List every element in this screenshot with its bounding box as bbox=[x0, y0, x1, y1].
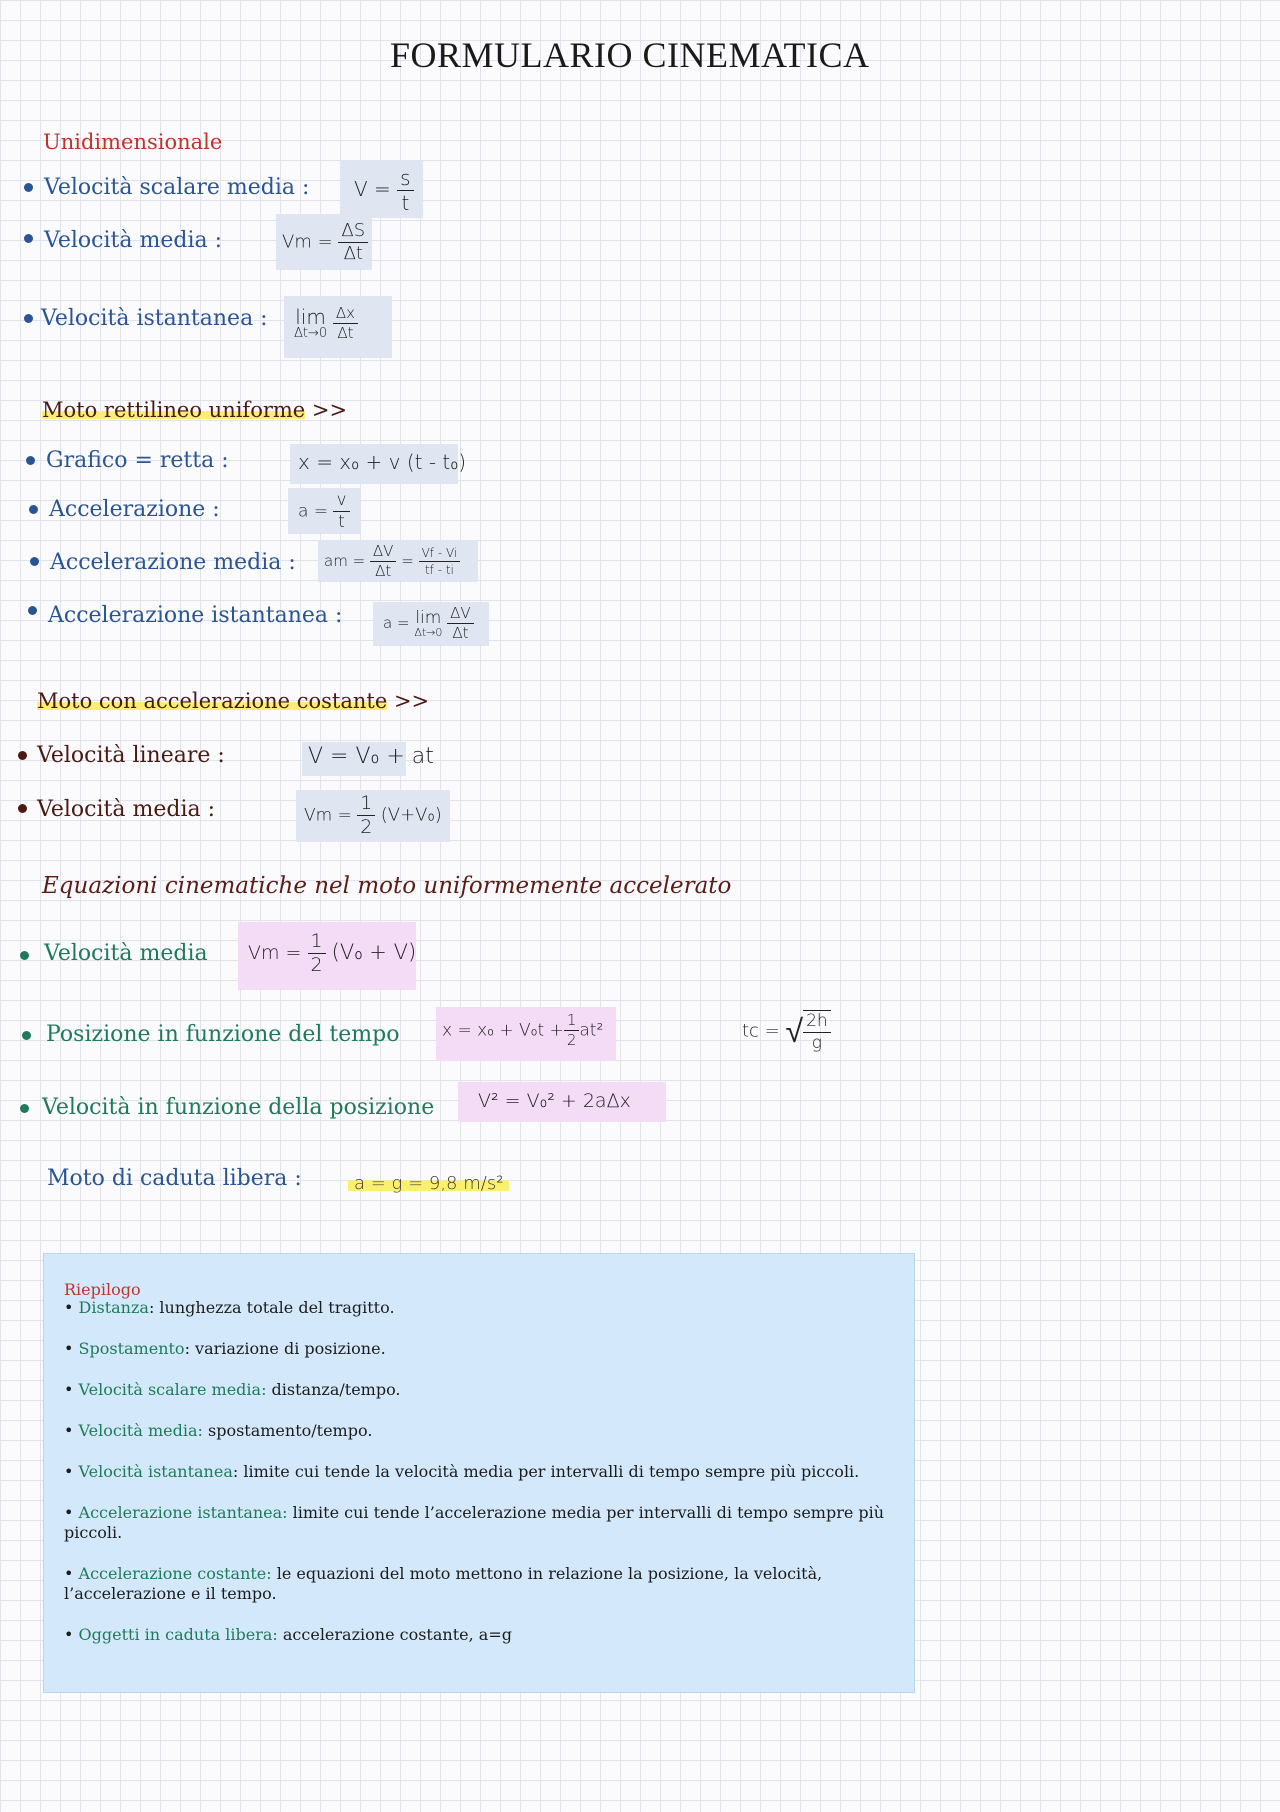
formula-box: a = $\frac{v}{t}$ bbox=[288, 488, 360, 534]
formula-box: Vm = $\frac{\Delta S}{\Delta t}$ bbox=[276, 214, 372, 270]
formula-box: V = $\frac{s}{t}$ bbox=[340, 160, 423, 218]
summary-item: • Velocità istantanea: limite cui tende la velocità media per intervalli di tempo sempre più piccoli. bbox=[64, 1462, 860, 1481]
summary-item: • Spostamento: variazione di posizione. bbox=[64, 1339, 386, 1358]
summary-item: • Distanza: lunghezza totale del tragitto. bbox=[64, 1298, 395, 1317]
label-velocita-funzione-posizione: Velocità in funzione della posizione bbox=[42, 1095, 435, 1120]
bullet bbox=[26, 456, 35, 465]
formula-box: x = x₀ + v (t - t₀) bbox=[290, 444, 458, 484]
label-velocita-media-2: Velocità media : bbox=[37, 797, 215, 822]
label-accelerazione: Accelerazione : bbox=[49, 497, 220, 522]
summary-box bbox=[43, 1253, 915, 1693]
free-fall-formula: a = g = 9,8 m/s² bbox=[348, 1173, 509, 1194]
formula-box: Vm = $\frac{1}{2}$ (V+V₀) bbox=[296, 790, 450, 842]
bullet bbox=[24, 234, 33, 243]
bullet bbox=[30, 557, 39, 566]
summary-item: • Velocità scalare media: distanza/tempo. bbox=[64, 1380, 401, 1399]
formula-box: V = V₀ + at bbox=[302, 742, 406, 776]
tc-formula: tc = √ $\frac{2h}{g}$ bbox=[742, 1010, 831, 1052]
formula-box: am = $\frac{\Delta V}{\Delta t}$ = $\frac{Vf - Vi}{tf - ti}$ bbox=[318, 540, 478, 582]
heading-unidimensionale: Unidimensionale bbox=[43, 130, 223, 154]
bullet bbox=[18, 751, 27, 760]
summary-item: • Accelerazione istantanea: limite cui tende l’accelerazione media per intervalli di tempo sempre più piccoli. bbox=[64, 1503, 885, 1542]
summary-list bbox=[64, 1298, 894, 1645]
label-eq-velocita-media: Velocità media bbox=[44, 941, 208, 966]
label-velocita-scalare-media: Velocità scalare media : bbox=[44, 175, 310, 200]
bullet bbox=[24, 314, 33, 323]
label-posizione-funzione-tempo: Posizione in funzione del tempo bbox=[46, 1022, 400, 1047]
bullet bbox=[29, 505, 38, 514]
bullet bbox=[24, 183, 33, 192]
label-velocita-media: Velocità media : bbox=[44, 228, 222, 253]
summary-item: • Accelerazione costante: le equazioni del moto mettono in relazione la posizione, la velocità, l’accelerazione e il tempo. bbox=[64, 1564, 823, 1603]
heading-moto-accelerazione-costante: Moto con accelerazione costante >> bbox=[37, 689, 430, 713]
heading-equazioni-cinematiche: Equazioni cinematiche nel moto uniformemente accelerato bbox=[42, 873, 732, 899]
label-velocita-lineare: Velocità lineare : bbox=[37, 743, 225, 768]
summary-title: Riepilogo bbox=[64, 1280, 141, 1299]
bullet bbox=[20, 951, 29, 960]
bullet bbox=[20, 1104, 29, 1113]
page-title: FORMULARIO CINEMATICA bbox=[390, 35, 870, 75]
label-moto-caduta-libera: Moto di caduta libera : bbox=[47, 1166, 302, 1191]
formula-box: Vm = $\frac{1}{2}$ (V₀ + V) bbox=[238, 922, 416, 990]
label-accelerazione-media: Accelerazione media : bbox=[50, 550, 296, 575]
heading-moto-rettilineo-uniforme: Moto rettilineo uniforme >> bbox=[42, 398, 348, 422]
bullet bbox=[22, 1031, 31, 1040]
formula-box: a = lim Δt→0 $\frac{\Delta V}{\Delta t}$ bbox=[373, 602, 489, 646]
bullet bbox=[28, 606, 37, 615]
formula-box: lim Δt→0 $\frac{\Delta x}{\Delta t}$ bbox=[284, 296, 392, 358]
summary-item: • Oggetti in caduta libera: accelerazione costante, a=g bbox=[64, 1625, 512, 1644]
label-grafico-retta: Grafico = retta : bbox=[46, 448, 229, 473]
bullet bbox=[18, 804, 27, 813]
summary-item: • Velocità media: spostamento/tempo. bbox=[64, 1421, 373, 1440]
label-velocita-istantanea: Velocità istantanea : bbox=[41, 306, 268, 331]
label-accelerazione-istantanea: Accelerazione istantanea : bbox=[48, 603, 343, 628]
formula-box: x = x₀ + V₀t + $\frac{1}{2}$ at² bbox=[436, 1007, 616, 1061]
formula-box: V² = V₀² + 2aΔx bbox=[458, 1082, 666, 1122]
